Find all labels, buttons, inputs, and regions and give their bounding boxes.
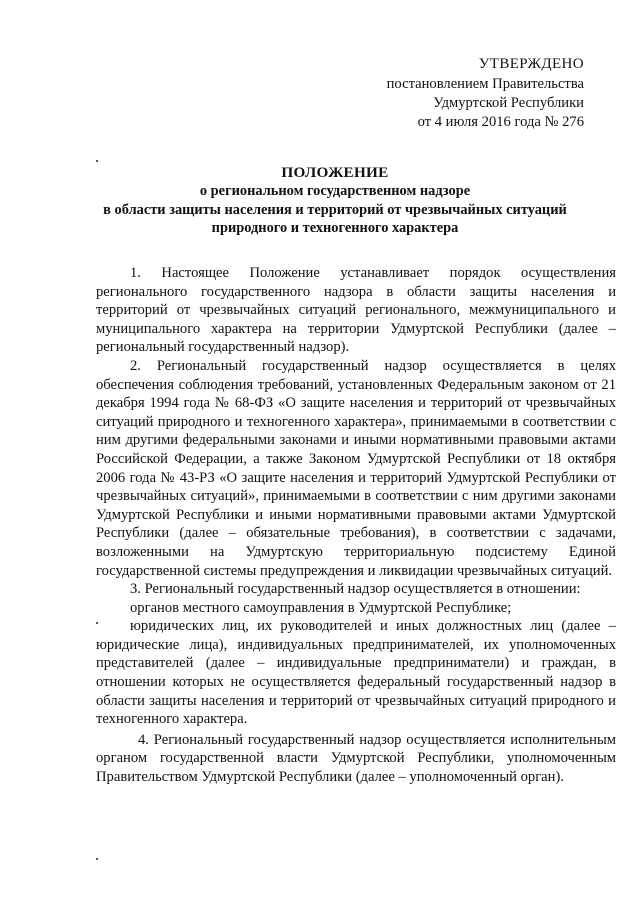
document-subtitle-line-1: о региональном государственном надзоре: [199, 183, 471, 200]
document-title: ПОЛОЖЕНИЕ: [281, 164, 389, 181]
paragraph-3-item-2: юридических лиц, их руководителей и иных должностных лиц (далее – юридические лица), индивидуальных предпринимателей, их уполномоченных представителей (далее – индивидуальные предприниматели) и граждан, в отношении которых не осуществляется федеральный государственный надзор в области защиты населения и территорий от чрезвычайных ситуаций природного и техногенного характера.: [96, 618, 616, 728]
approval-line-1: постановлением Правительства: [386, 76, 584, 92]
scan-speck: [96, 858, 98, 860]
paragraph-3: 3. Региональный государственный надзор осуществляется в отношении:: [130, 581, 581, 598]
paragraph-2: 2. Региональный государственный надзор осуществляется в целях обеспечения соблюдения требований, установленных Федеральным законом от 21 декабря 1994 года № 68-ФЗ «О защите населения и территорий от чрезвычайных ситуаций природного и техногенного характера», принимаемыми в соответствии с ним другими федеральными законами и иными нормативными правовыми актами Российской Федерации, а также Законом Удмуртской Республики от 18 октября 2006 года № 43-РЗ «О защите населения и территорий Удмуртской Республики от чрезвычайных ситуаций», принимаемыми в соответствии с ним другими законами Удмуртской Республики и иными нормативными правовыми актами Удмуртской Республики (далее – обязательные требования), в соответствии с задачами, возложенными на Удмуртскую территориальную подсистему Единой государственной системы предупреждения и ликвидации чрезвычайных ситуаций.: [96, 357, 616, 579]
approval-stamp-block: [344, 55, 584, 132]
scan-speck: [96, 160, 98, 162]
paragraph-4: 4. Региональный государственный надзор осуществляется исполнительным органом государственной власти Удмуртской Республики, уполномоченным Правительством Удмуртской Республики (далее – уполномоченный орган).: [96, 731, 616, 786]
approval-heading: УТВЕРЖДЕНО: [478, 56, 584, 72]
paragraph-3-item-1: органов местного самоуправления в Удмуртской Республике;: [130, 599, 512, 616]
approval-line-2: Удмуртской Республики: [433, 95, 584, 111]
approval-line-3: от 4 июля 2016 года № 276: [417, 114, 584, 130]
scan-speck: [96, 622, 98, 624]
document-subtitle-line-2: в области защиты населения и территорий от чрезвычайных ситуаций: [103, 201, 567, 218]
document-subtitle-line-3: природного и техногенного характера: [211, 219, 459, 236]
document-title-block: [60, 164, 610, 237]
document-body: [96, 264, 616, 787]
paragraph-1: 1. Настоящее Положение устанавливает порядок осуществления регионального государственного надзора в области защиты населения и территорий от чрезвычайных ситуаций регионального, межмуниципального и муниципального характера на территории Удмуртской Республики (далее – региональный государственный надзор).: [96, 265, 616, 356]
